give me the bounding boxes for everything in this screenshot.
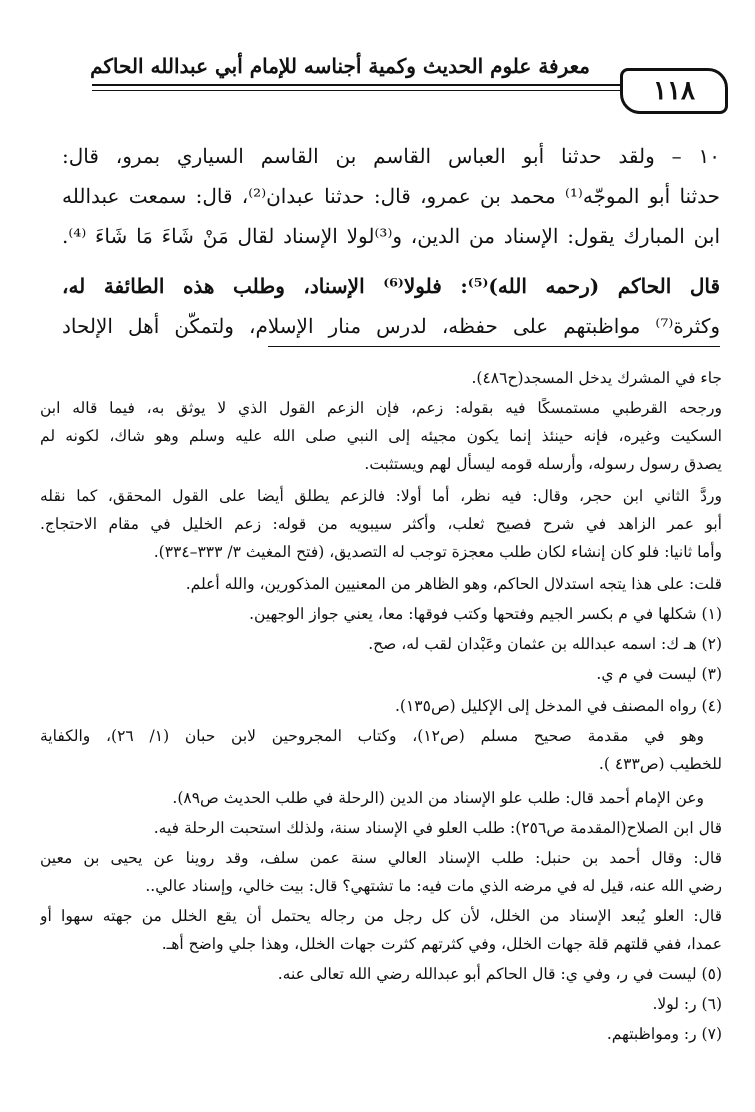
footnote-line: (٦) ر: لولا. (652, 995, 722, 1013)
footnote-separator (268, 346, 720, 347)
footnote-line: وهو في مقدمة صحيح مسلم (ص١٢)، وكتاب المجروحين لابن حبان (١/ ٢٦)، والكفاية (40, 727, 704, 745)
footnote-line: جاء في المشرك يدخل المسجد(ح٤٨٦). (471, 369, 722, 387)
footnote-line: وردَّ الثاني ابن حجر، وقال: فيه نظر، أما أولا: فالزعم يطلق أيضا على القول المحقق، كما نقله (40, 487, 722, 505)
footnote-line: وعن الإمام أحمد قال: طلب علو الإسناد من الدين (الرحلة في طلب الحديث ص٨٩). (172, 789, 704, 807)
main-line: قال الحاكم (رحمه الله)⁽⁵⁾: فلولا⁽⁶⁾ الإسناد، وطلب هذه الطائفة له، (62, 274, 720, 298)
page-number: ١١٨ (653, 76, 695, 106)
footnote-line: قال ابن الصلاح(المقدمة ص٢٥٦): طلب العلو في الإسناد سنة، ولذلك استحبت الرحلة فيه. (153, 819, 722, 837)
running-header-title: معرفة علوم الحديث وكمية أجناسه للإمام أبي عبدالله الحاكم (90, 54, 590, 78)
footnote-line: ورجحه القرطبي مستمسكًا فيه بقوله: زعم، فإن الزعم القول الذي لا يوثق به، فيما قاله ابن (40, 399, 722, 417)
footnote-line: (٥) ليست في ر، وفي ي: قال الحاكم أبو عبدالله رضي الله تعالى عنه. (277, 965, 722, 983)
footnote-line: السكيت وغيره، فإنه حينئذ إنما يكون مجيئه إلى النبي صلى الله عليه وسلم وهو شاك، لكونه لم (40, 427, 722, 445)
footnote-line: عمدا، ففي قلتهم قلة جهات الخلل، وفي كثرتهم كثرت جهات الخلل، وهذا جلي واضح أهـ. (161, 935, 722, 953)
main-line: وكثرة⁽⁷⁾ مواظبتهم على حفظه، لدرس منار الإسلام، ولتمكّن أهل الإلحاد (62, 314, 720, 338)
footnote-line: (٢) هـ ك: اسمه عبدالله بن عثمان وعَبْدان لقب له، صح. (368, 635, 722, 653)
footnote-line: رضي الله عنه، قيل له في مرضه الذي مات فيه: ما تشتهي؟ قال: بيت خالي، وإسناد عالي.. (145, 877, 722, 895)
footnote-line: للخطيب (ص٤٣٣ ). (598, 755, 722, 773)
footnote-line: قال: العلو يُبعد الإسناد من الخلل، لأن كل رجل من رجاله يحتمل أن يقع الخلل من جهته سهوا أو (40, 907, 722, 925)
header-rule-thick (92, 84, 642, 86)
footnote-line: (٧) ر: ومواظبتهم. (606, 1025, 722, 1043)
footnote-line: قلت: على هذا يتجه استدلال الحاكم، وهو الظاهر من المعنيين المذكورين، والله أعلم. (185, 575, 722, 593)
page-number-badge (620, 68, 728, 114)
header-rule-thin (92, 90, 642, 91)
main-line: حدثنا أبو الموجّه⁽¹⁾ محمد بن عمرو، قال: حدثنا عبدان⁽²⁾، قال: سمعت عبدالله (62, 184, 720, 208)
main-line: ابن المبارك يقول: الإسناد من الدين، و⁽³⁾لولا الإسناد لقال مَنْ شَاءَ مَا شَاءَ ⁽⁴⁾. (62, 224, 720, 248)
footnote-line: قال: وقال أحمد بن حنبل: طلب الإسناد العالي سنة عمن سلف، وقد روينا عن يحيى بن معين (40, 849, 722, 867)
footnote-line: أبو عمر الزاهد في شرح فصيح ثعلب، وأكثر سيبويه من قوله: زعم الخليل في مقام الاحتجاج. (40, 515, 722, 533)
footnote-line: وأما ثانيا: فلو كان إنشاء لكان طلب معجزة توجب له التصديق، (فتح المغيث ٣/ ٣٣٣–٣٣٤). (153, 543, 722, 561)
footnote-line: (٣) ليست في م ي. (596, 665, 722, 683)
main-line: ١٠ – ولقد حدثنا أبو العباس القاسم بن القاسم السياري بمرو، قال: (62, 144, 720, 168)
footnote-line: يصدق رسول رسوله، وأرسله قومه ليسأل لهم ويستثبت. (364, 455, 722, 473)
footnote-line: (٤) رواه المصنف في المدخل إلى الإكليل (ص١٣٥). (394, 697, 722, 715)
footnote-line: (١) شكلها في م بكسر الجيم وفتحها وكتب فوقها: معا، يعني جواز الوجهين. (249, 605, 722, 623)
